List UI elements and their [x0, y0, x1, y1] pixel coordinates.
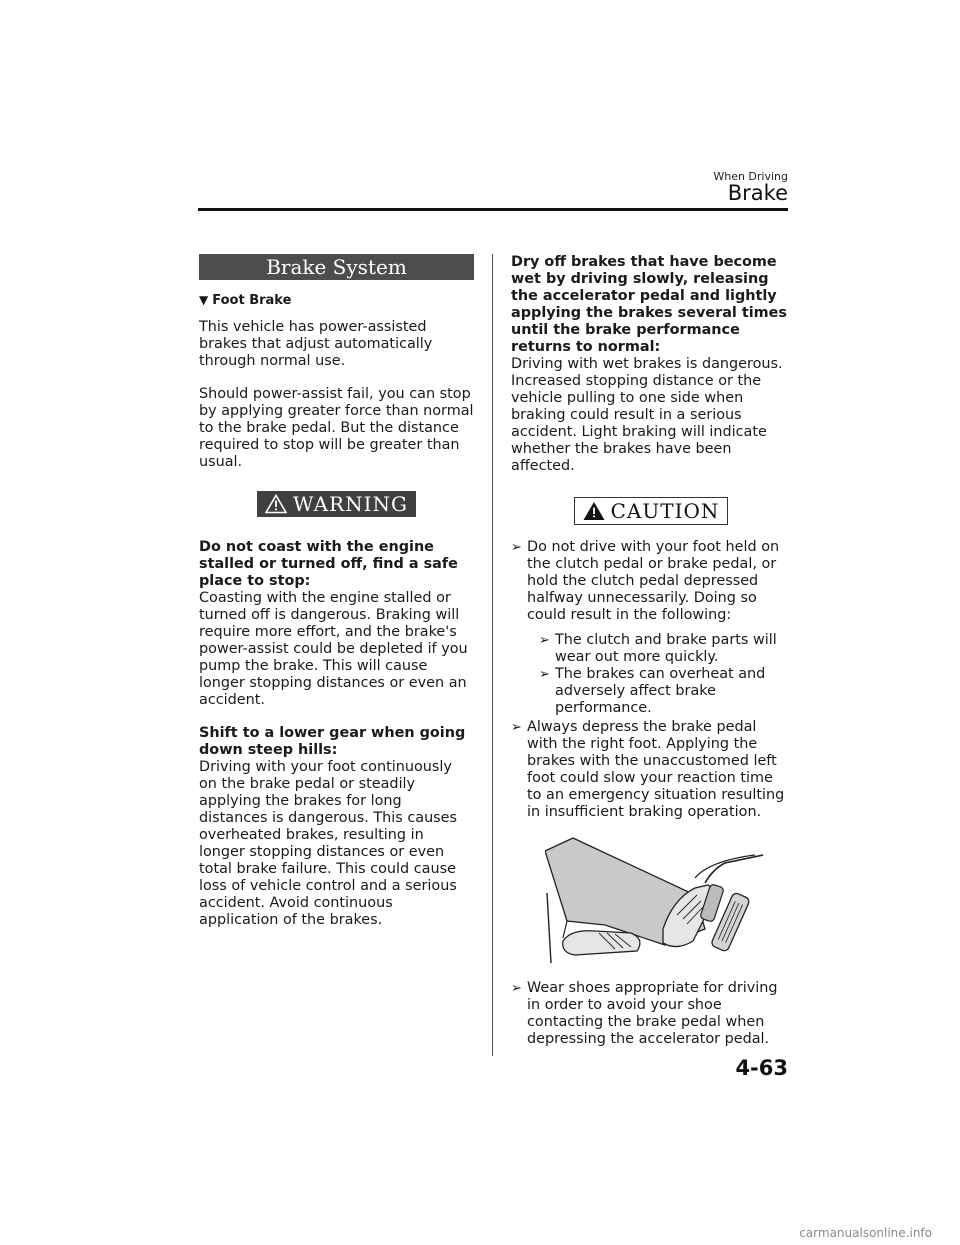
warning-label-wrap — [199, 491, 474, 517]
paragraph — [511, 254, 791, 475]
page-number: 4-63 — [735, 1056, 788, 1080]
caution-triangle-icon — [583, 501, 605, 521]
caution-list — [511, 539, 791, 821]
list-item: ➢ Always depress the brake pedal with the right foot. Applying the brakes with the unaccustomed left foot could slow your reaction time to an emergency situation resulting in insufficient braking operation. — [511, 719, 791, 821]
section-title: Brake System — [199, 254, 474, 280]
left-column — [199, 254, 474, 929]
bold-text: Dry off brakes that have become wet by driving slowly, releasing the accelerator pedal and lightly applying the brakes several times until the brake performance returns to normal: — [511, 254, 787, 355]
caution-label — [574, 497, 729, 525]
right-column — [511, 254, 791, 1048]
subheading-text: Foot Brake — [212, 293, 292, 308]
warning-label-text: WARNING — [293, 491, 408, 516]
list-item: ➢ The brakes can overheat and adversely affect brake performance. — [539, 666, 791, 717]
warning-triangle-icon — [265, 494, 287, 514]
paragraph: This vehicle has power-assisted brakes that adjust automatically through normal use. — [199, 319, 433, 369]
pedal-illustration — [545, 833, 765, 968]
warning-heading — [199, 539, 474, 709]
header-section-label: When Driving — [713, 170, 788, 183]
paragraph: Should power-assist fail, you can stop by applying greater force than normal to the brake pedal. But the distance required to stop will be greater than usual. — [199, 386, 474, 470]
sub-list — [527, 632, 791, 717]
list-item: ➢ The clutch and brake parts will wear out more quickly. — [539, 632, 791, 666]
down-triangle-icon: ▼ — [199, 293, 209, 307]
column-divider — [492, 254, 493, 1056]
watermark: carmanualsonline.info — [799, 1226, 932, 1240]
list-item — [511, 539, 791, 717]
caution-list-continued — [511, 980, 791, 1048]
list-item: ➢ Wear shoes appropriate for driving in order to avoid your shoe contacting the brake pedal when depressing the accelerator pedal. — [511, 980, 791, 1048]
warning-bold-text: Do not coast with the engine stalled or turned off, find a safe place to stop: — [199, 539, 458, 589]
warning-body-text: Driving with your foot continuously on the brake pedal or steadily applying the brakes for long distances is dangerous. This causes overheated brakes, resulting in longer stopping distances or even total brake failure. This could cause loss of vehicle control and a serious accident. Avoid continuous application of the brakes. — [199, 759, 458, 928]
warning-heading — [199, 725, 474, 929]
body-text: Driving with wet brakes is dangerous. Increased stopping distance or the vehicle pulling to one side when braking could result in a serious accident. Light braking will indicate whether the brakes have been affected. — [511, 356, 783, 474]
caution-label-text: CAUTION — [610, 498, 720, 523]
warning-bold-text: Shift to a lower gear when going down steep hills: — [199, 725, 466, 758]
subheading — [199, 292, 474, 309]
caution-label-wrap — [511, 497, 791, 525]
list-item-text: Do not drive with your foot held on the clutch pedal or brake pedal, or hold the clutch pedal depressed halfway unnecessarily. Doing so could result in the following: — [527, 539, 780, 623]
header-rule — [198, 208, 788, 211]
warning-label — [257, 491, 416, 517]
warning-body-text: Coasting with the engine stalled or turned off is dangerous. Braking will require more effort, and the brake's power-assist could be depleted if you pump the brake. This will cause longer stopping distances or even an accident. — [199, 590, 468, 708]
header-title: Brake — [727, 181, 788, 205]
